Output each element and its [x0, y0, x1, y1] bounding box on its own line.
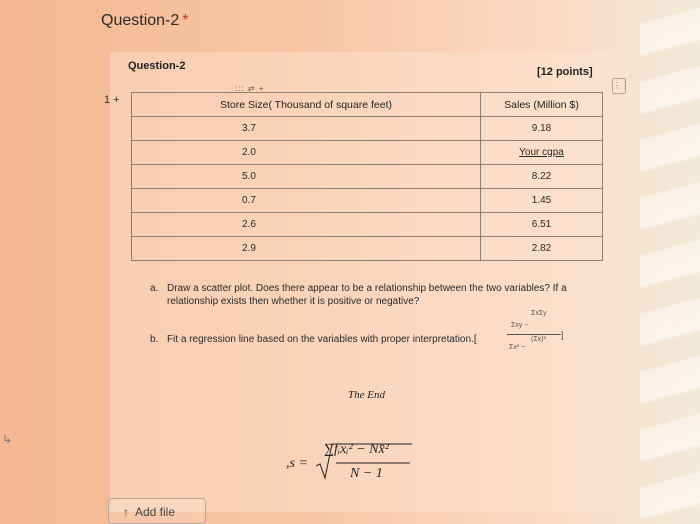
header-sales: Sales (Million $) — [481, 93, 603, 117]
formula-numerator: Σxy − — [511, 322, 529, 329]
sd-formula-lhs: ,s = — [286, 456, 308, 471]
sd-formula-denominator: N − 1 — [350, 466, 383, 481]
add-file-button[interactable] — [108, 498, 206, 524]
question-a-line2: relationship exists then whether it is positive or negative? — [167, 296, 420, 307]
question-a — [150, 282, 610, 308]
points-label: [12 points] — [537, 66, 593, 78]
formula-numerator-top: ΣxΣy — [531, 310, 547, 317]
sd-formula — [286, 442, 416, 492]
cell-size: 5.0 — [132, 165, 481, 189]
window-glare — [640, 0, 700, 518]
cell-size: 2.6 — [132, 213, 481, 237]
sheet-heading: Question-2 — [128, 60, 186, 72]
question-a-line1: Draw a scatter plot. Does there appear to be a relationship between the two variables? If a — [167, 283, 567, 294]
cell-sales: 8.22 — [481, 165, 603, 189]
question-b — [150, 334, 477, 345]
cell-sales: 2.82 — [481, 237, 603, 261]
question-b-text: Fit a regression line based on the variables with proper interpretation.[ — [167, 334, 477, 345]
table-row — [132, 213, 603, 237]
table-header-row — [132, 93, 603, 117]
cell-size: 2.9 — [132, 237, 481, 261]
cell-sales: 9.18 — [481, 117, 603, 141]
header-store-size: Store Size( Thousand of square feet) — [132, 93, 481, 117]
upload-arrow-icon: ↑ — [123, 505, 129, 519]
formula-fraction-line — [507, 334, 561, 335]
data-table — [131, 92, 603, 261]
question-title — [101, 12, 189, 30]
table-row — [132, 165, 603, 189]
table-tools-icon: ::: ⇄ + — [235, 84, 265, 93]
cell-sales: Your cgpa — [481, 141, 603, 165]
question-b-letter: b. — [150, 334, 159, 345]
cell-sales: 1.45 — [481, 189, 603, 213]
formula-close-bracket: ] — [561, 330, 564, 340]
table-row — [132, 117, 603, 141]
cell-size: 0.7 — [132, 189, 481, 213]
cell-sales: 6.51 — [481, 213, 603, 237]
formula-denominator-top: (Σx)² — [531, 336, 546, 343]
formula-denominator: Σx² − — [509, 344, 526, 351]
question-title-text: Question-2 — [101, 12, 180, 29]
table-row — [132, 237, 603, 261]
cell-size: 2.0 — [132, 141, 481, 165]
regression-formula — [503, 308, 563, 362]
required-mark: * — [182, 12, 189, 29]
table-row — [132, 189, 603, 213]
sd-formula-numerator: ∑fᵢxᵢ² − Nx̄² — [324, 442, 389, 457]
question-a-letter: a. — [150, 283, 159, 294]
the-end-text: The End — [348, 389, 385, 401]
row-handle: 1 + — [104, 94, 120, 106]
side-arrow-icon: ↳ — [2, 432, 13, 446]
cell-size: 3.7 — [132, 117, 481, 141]
grid-icon: ⋮⋮ — [612, 78, 626, 94]
table-row — [132, 141, 603, 165]
add-file-label: Add file — [135, 505, 176, 519]
